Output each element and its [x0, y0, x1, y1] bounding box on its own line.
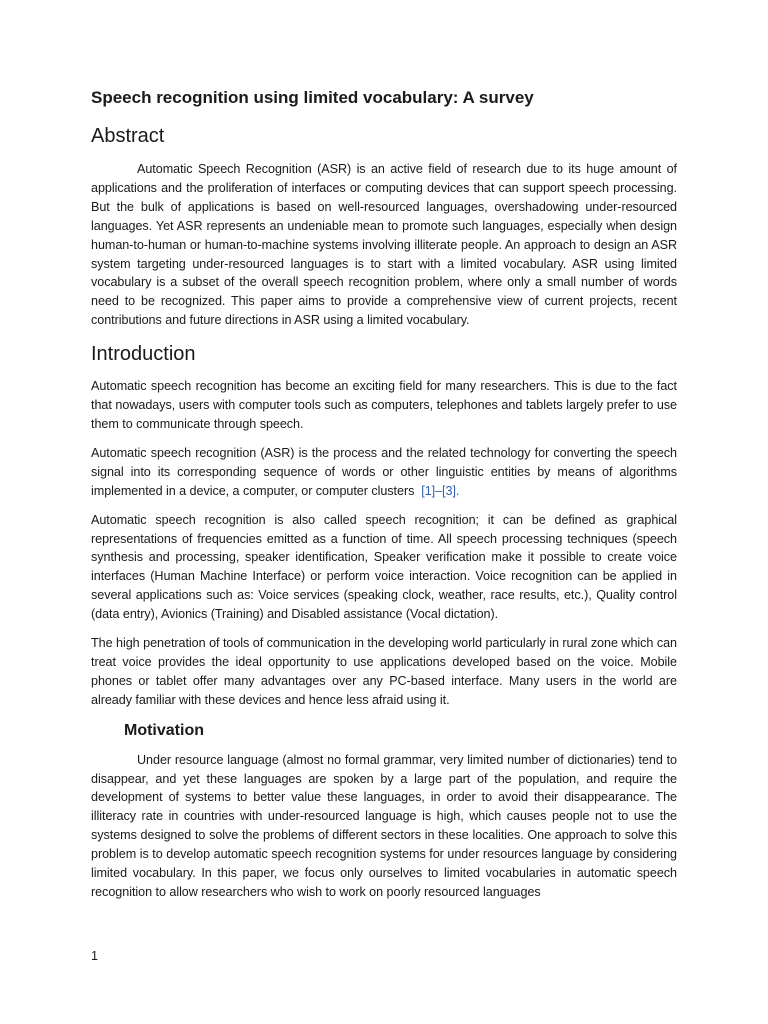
introduction-paragraph-4: The high penetration of tools of communication in the developing world particularly in rural zone which can treat voice provides the ideal opportunity to use applications developed based on the voice. Mobile phones or tablet offer many advantages over any PC-based interface. Many users in the world are already familiar with these devices and hence less afraid using it.	[91, 636, 677, 707]
motivation-heading: Motivation	[124, 721, 204, 739]
introduction-paragraph-2	[91, 444, 677, 501]
introduction-paragraph-3: Automatic speech recognition is also called speech recognition; it can be defined as graphical representations of frequencies emitted as a function of time. All speech processing techniques (speech synthesis and processing, speaker identification, Speaker verification make it possible to create voice interfaces (Human Machine Interface) or perform voice interaction. Voice recognition can be applied in several applications such as: Voice services (speaking clock, weather, race results, etc.), Quality control (data entry), Avionics (Training) and Disabled assistance (Vocal dictation).	[91, 512, 677, 622]
motivation-paragraph: Under resource language (almost no formal grammar, very limited number of dictionaries) tend to disappear, and yet these languages are spoken by a large part of the population, and require the development of systems to better value these languages, in order to avoid their disappearance. The illiteracy rate in countries with under-resourced language is high, which causes people not to use the systems designed to solve the problems of different sectors in these localities. One approach to solve this problem is to develop automatic speech recognition systems for under resources language by considering limited vocabulary. In this paper, we focus only ourselves to limited vocabularies in automatic speech recognition to allow researchers who wish to work on poorly resourced languages	[91, 752, 677, 899]
document-page	[91, 86, 677, 912]
abstract-heading: Abstract	[91, 125, 165, 147]
introduction-heading: Introduction	[91, 343, 196, 366]
introduction-paragraph-2-text: Automatic speech recognition (ASR) is the process and the related technology for converting the speech signal into its corresponding sequence of words or other linguistic entities by means of algorithms implemented in a device, a computer, or computer clusters	[91, 445, 677, 498]
paper-title: Speech recognition using limited vocabulary: A survey	[91, 88, 534, 107]
citation-link[interactable]: [1]–[3].	[421, 483, 460, 498]
page-number: 1	[91, 949, 99, 963]
abstract-paragraph: Automatic Speech Recognition (ASR) is an active field of research due to its huge amount of applications and the proliferation of interfaces or computing devices that can support speech processing. But the bulk of applications is based on well-resourced languages, overshadowing under-resourced languages. Yet ASR represents an undeniable mean to promote such languages, especially when design human-to-human or human-to-machine systems involving illiterate people. An approach to design an ASR system targeting under-resourced languages is to start with a limited vocabulary. ASR using limited vocabulary is a subset of the overall speech recognition problem, where only a small number of words need to be recognized. This paper aims to provide a comprehensive view of current projects, recent contributions and future directions in ASR using a limited vocabulary.	[91, 162, 677, 328]
introduction-paragraph-1: Automatic speech recognition has become an exciting field for many researchers. This is due to the fact that nowadays, users with computer tools such as computers, telephones and tablets largely prefer to use them to communicate through speech.	[91, 379, 677, 431]
